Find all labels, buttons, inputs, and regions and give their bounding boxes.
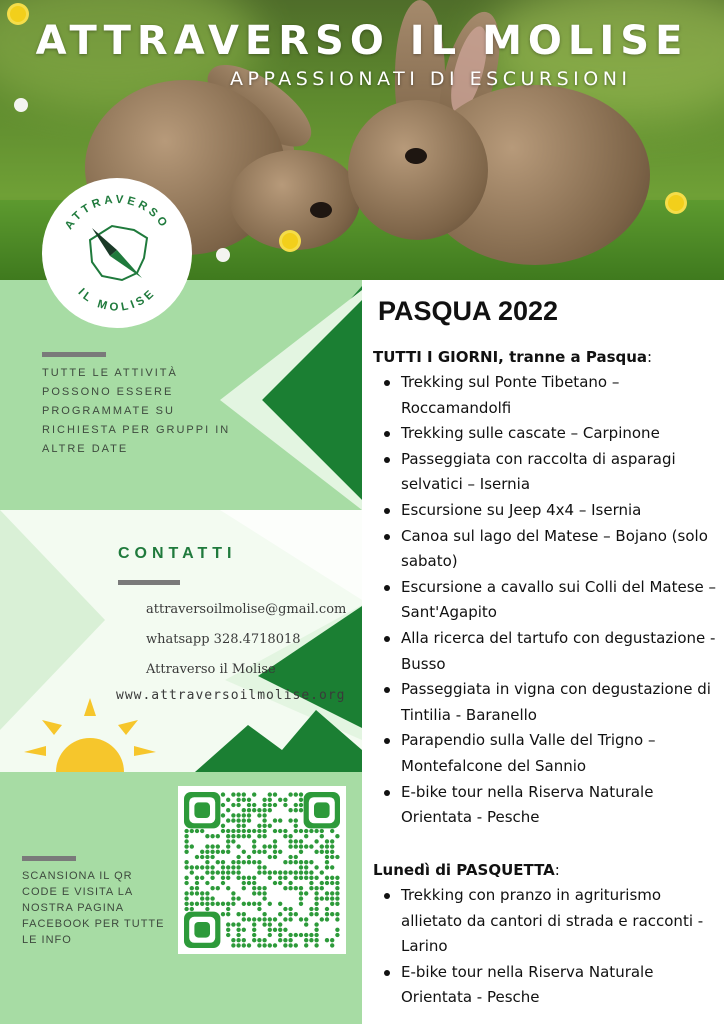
- list-item: Alla ricerca del tartufo con degustazione - Busso: [373, 626, 718, 677]
- email-link[interactable]: attraversoilmolise@gmail.com: [146, 602, 347, 617]
- contact-name: Attraverso il Molise: [146, 662, 276, 677]
- list-item: Escursione su Jeep 4x4 – Isernia: [373, 498, 718, 524]
- daily-heading: [373, 348, 718, 366]
- logo-text-bottom: IL MOLISE: [75, 286, 159, 314]
- qr-code[interactable]: [178, 786, 346, 954]
- qr-instructions: SCANSIONA IL QR CODE E VISITA LA NOSTRA PAGINA FACEBOOK PER TUTTE LE INFO: [22, 870, 165, 946]
- monday-heading-bold: Lunedì di PASQUETTA: [373, 861, 555, 879]
- contacts-heading: CONTATTI: [118, 545, 237, 562]
- logo: [42, 178, 192, 328]
- whatsapp-number[interactable]: whatsapp 328.4718018: [146, 632, 301, 647]
- list-item: Canoa sul lago del Matese – Bojano (solo sabato): [373, 524, 718, 575]
- poster-title: ATTRAVERSO IL MOLISE: [35, 18, 689, 64]
- list-item: Parapendio sulla Valle del Trigno – Montefalcone del Sannio: [373, 728, 718, 779]
- qr-code-icon: [178, 786, 346, 954]
- program-title: PASQUA 2022: [378, 296, 559, 326]
- logo-text-top: ATTRAVERSO: [63, 193, 171, 232]
- compass-region-icon: [42, 178, 192, 328]
- monday-section: [373, 861, 718, 1011]
- list-item: E-bike tour nella Riserva Naturale Orientata - Pesche: [373, 960, 718, 1011]
- divider: [42, 352, 106, 357]
- daily-heading-rest: :: [647, 348, 653, 366]
- website-link[interactable]: www.attraversoilmolise.org: [116, 688, 346, 703]
- list-item: Passeggiata con raccolta di asparagi selvatici – Isernia: [373, 447, 718, 498]
- list-item: Trekking con pranzo in agriturismo allietato da cantori di strada e racconti - Larino: [373, 883, 718, 960]
- list-item: Passeggiata in vigna con degustazione di Tintilia - Baranello: [373, 677, 718, 728]
- info-text: TUTTE LE ATTIVITÀ POSSONO ESSERE PROGRAMMATE SU RICHIESTA PER GRUPPI IN ALTRE DATE: [42, 367, 231, 455]
- divider: [22, 856, 76, 861]
- daily-list: [373, 370, 718, 831]
- monday-heading-rest: :: [554, 861, 560, 879]
- monday-list: [373, 883, 718, 1011]
- daily-section: [373, 348, 718, 831]
- list-item: E-bike tour nella Riserva Naturale Orientata - Pesche: [373, 780, 718, 831]
- monday-heading: [373, 861, 718, 879]
- list-item: Trekking sul Ponte Tibetano – Roccamandolfi: [373, 370, 718, 421]
- divider: [118, 580, 180, 585]
- poster-subtitle: APPASSIONATI DI ESCURSIONI: [230, 68, 632, 90]
- svg-text:IL MOLISE: [75, 286, 158, 313]
- list-item: Trekking sulle cascate – Carpinone: [373, 421, 718, 447]
- list-item: Escursione a cavallo sui Colli del Matese – Sant'Agapito: [373, 575, 718, 626]
- daily-heading-bold: TUTTI I GIORNI, tranne a Pasqua: [373, 348, 648, 366]
